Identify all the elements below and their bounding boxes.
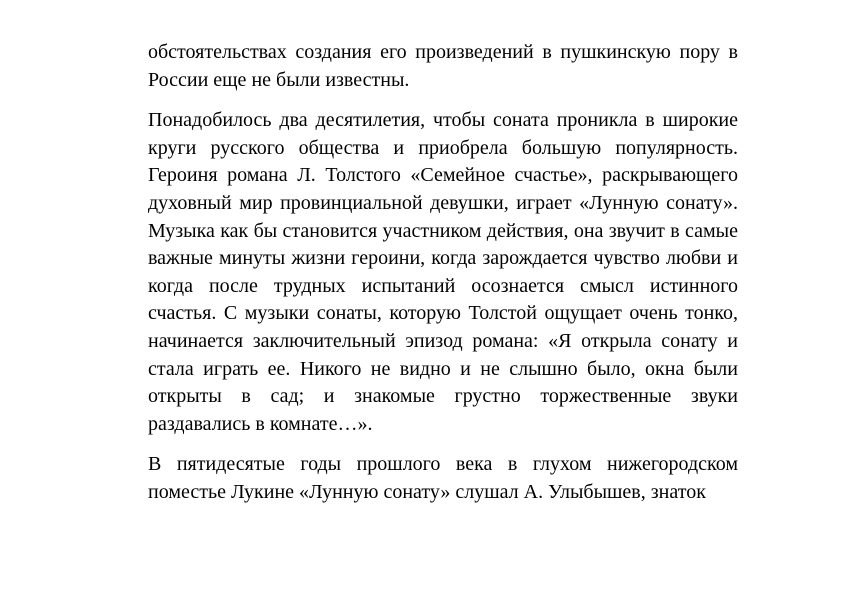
paragraph-3: В пятидесятые годы прошлого века в глухом нижегородском поместье Лукине «Лунную сонату» слушал А. Улыбышев, знаток (148, 453, 738, 503)
paragraph-1: обстоятельствах создания его произведений в пушкинскую пору в России еще не были известны. (148, 41, 738, 91)
text-column (148, 39, 738, 520)
paragraph-2: Понадобилось два десятилетия, чтобы соната проникла в широкие круги русского общества и приобрела большую популярность. Героиня романа Л. Толстого «Семейное счастье», раскрывающего духовный мир провинциальной девушки, играет «Лунную сонату». Музыка как бы становится участником действия, она звучит в самые важные минуты жизни героини, когда зарождается чувство любви и когда после трудных испытаний осознается смысл истинного счастья. С музыки сонаты, которую Толстой ощущает очень тонко, начинается заключительный эпизод романа: «Я открыла сонату и стала играть ее. Никого не видно и не слышно было, окна были открыты в сад; и знакомые грустно торжественные звуки раздавались в комнате…». (148, 109, 738, 435)
